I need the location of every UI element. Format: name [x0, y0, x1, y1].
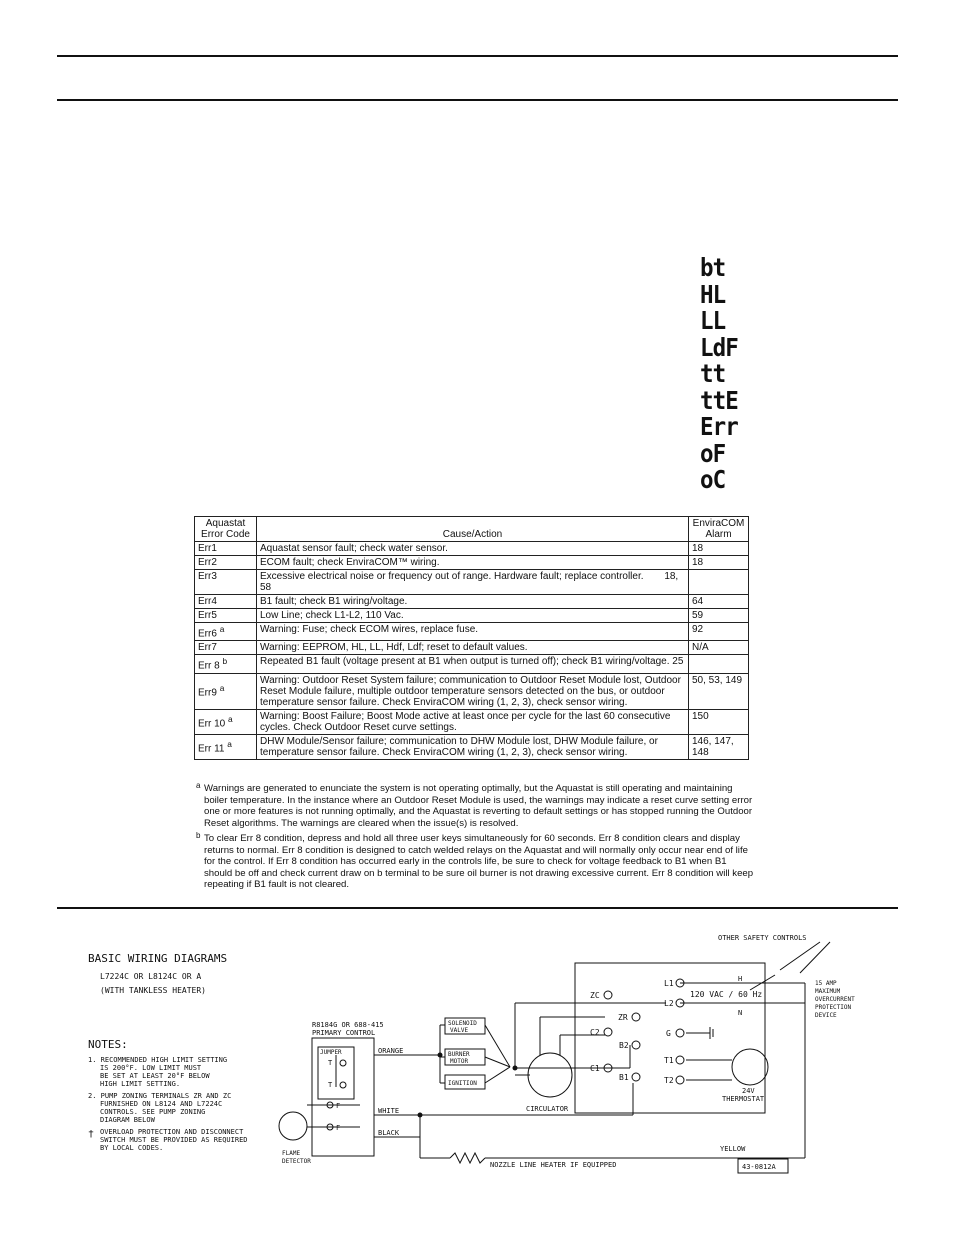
error-code-cell: Err6 $^a$: [195, 623, 257, 641]
dagger-mark: †: [88, 1129, 95, 1140]
note-line: SWITCH MUST BE PROVIDED AS REQUIRED: [100, 1136, 248, 1144]
terminal-label: C2: [590, 1028, 600, 1037]
terminal-label: B1: [619, 1073, 629, 1082]
alarm-cell: [689, 570, 749, 595]
cause-cell: Aquastat sensor fault; check water sensor.: [257, 542, 689, 556]
error-code-table: [194, 516, 749, 760]
display-code: LL: [700, 306, 726, 335]
table-row: [195, 595, 749, 609]
terminal-label: ZR: [618, 1013, 628, 1022]
note-line: HIGH LIMIT SETTING.: [100, 1080, 181, 1088]
neutral-label: N: [738, 1009, 743, 1017]
error-code-cell: Err 10 $^a$: [195, 709, 257, 734]
terminal-label: C1: [590, 1064, 600, 1073]
footnote-b-text: To clear Err 8 condition, depress and hold all three user keys simultaneously for 60 seconds. Err 8 condition clears and display returns to normal. Err 8 condition is designed to catch welded relays on the Aquastat and will normally only occur near end of life for the control. If Err 8 condition has occurred early in the controls life, be sure to check for voltage feedback to B1 when B1 should be off and check current draw on b terminal to be sure oil burner is not drawing excessive current. Err 8 condition will keep repeating if B1 fault is not cleared.: [204, 833, 754, 890]
header-error-code: Aquastat Error Code: [195, 517, 257, 542]
cause-cell: Repeated B1 fault (voltage present at B1 when output is turned off); check B1 wiring/voltage. 25: [257, 655, 689, 673]
display-code: tt: [700, 359, 726, 388]
cause-cell: DHW Module/Sensor failure; communication to DHW Module lost, DHW Module failure, or temperature sensor failure. Check EnviraCOM wiring (1, 2, 3), check sensor wiring.: [257, 734, 689, 759]
note-line: CONTROLS. SEE PUMP ZONING: [100, 1108, 206, 1116]
error-code-cell: Err3: [195, 570, 257, 595]
table-row: [195, 609, 749, 623]
wiring-diagram: [60, 915, 900, 1185]
note-line: BY LOCAL CODES.: [100, 1144, 164, 1152]
terminal-label: T1: [664, 1056, 674, 1065]
terminal-label: F: [336, 1102, 341, 1110]
display-code: bt: [700, 253, 726, 282]
thermostat-label: 24V: [742, 1087, 755, 1095]
overcurrent-label: 15 AMP: [815, 980, 837, 987]
figure-id: 43-0812A: [742, 1163, 776, 1171]
table-row: [195, 623, 749, 641]
footnote-b: [196, 833, 756, 891]
overcurrent-label: PROTECTION: [815, 1004, 852, 1011]
alarm-cell: [689, 655, 749, 673]
terminal-label: T: [328, 1059, 333, 1067]
section-rule: [57, 907, 898, 909]
flame-detector-label: FLAME: [282, 1150, 301, 1157]
terminal-label: T2: [664, 1076, 674, 1085]
note-line: BE SET AT LEAST 20°F BELOW: [100, 1072, 210, 1080]
table-header-row: [195, 517, 749, 542]
overcurrent-label: DEVICE: [815, 1012, 837, 1019]
diagram-subtitle: L7224C OR L8124C OR A: [100, 972, 202, 981]
display-code: Err: [700, 412, 738, 441]
header-cause-action: Cause/Action: [257, 517, 689, 542]
voltage-label: 120 VAC / 60 Hz: [690, 990, 763, 999]
error-code-cell: Err 11 $^a$: [195, 734, 257, 759]
alarm-cell: 92: [689, 623, 749, 641]
table-row: [195, 709, 749, 734]
footnote-a: [196, 783, 756, 829]
error-code-cell: Err5: [195, 609, 257, 623]
footnote-a-mark: a: [196, 781, 201, 790]
display-code: oC: [700, 465, 726, 494]
header-rule: [57, 99, 898, 101]
cause-cell: Warning: Outdoor Reset System failure; communication to Outdoor Reset Module lost, Outdoor Reset Module failure, multiple outdoor temperature sensors detected on the bus, or outdoor temperature sensor failure. Check EnviraCOM wiring (1, 2, 3), check sensor wiring.: [257, 673, 689, 709]
primary-control-label: R8184G OR 688-415: [312, 1021, 384, 1029]
note-line: OVERLOAD PROTECTION AND DISCONNECT: [100, 1128, 244, 1136]
note-line: FURNISHED ON L8124 AND L7224C: [100, 1100, 223, 1108]
burner-label: MOTOR: [450, 1058, 469, 1065]
display-code: oF: [700, 438, 726, 468]
footnote-b-mark: b: [196, 831, 201, 840]
alarm-inline: 25: [672, 656, 684, 668]
alarm-inline: 18, 58: [260, 571, 679, 593]
other-safety-label: OTHER SAFETY CONTROLS: [718, 934, 807, 942]
display-code: LdF: [700, 332, 738, 362]
nozzle-heater-label: NOZZLE LINE HEATER IF EQUIPPED: [490, 1161, 617, 1169]
error-code-cell: Err1: [195, 542, 257, 556]
error-code-cell: Err4: [195, 595, 257, 609]
hot-label: H: [738, 975, 743, 983]
thermostat-label: THERMOSTAT: [722, 1095, 765, 1103]
error-code-cell: Err2: [195, 556, 257, 570]
table-row: [195, 542, 749, 556]
alarm-cell: N/A: [689, 641, 749, 655]
cause-cell: B1 fault; check B1 wiring/voltage.: [257, 595, 689, 609]
table-row: [195, 673, 749, 709]
cause-cell: Warning: Boost Failure; Boost Mode active at least once per cycle for the last 60 consecutive cycles. Check Outdoor Reset curve settings.: [257, 709, 689, 734]
circulator-label: CIRCULATOR: [526, 1105, 569, 1113]
display-codes-list: [700, 255, 763, 494]
error-code-cell: Err7: [195, 641, 257, 655]
wire-label: WHITE: [378, 1107, 400, 1115]
terminal-label: B2: [619, 1041, 629, 1050]
cause-cell: Warning: EEPROM, HL, LL, Hdf, Ldf; reset to default values.: [257, 641, 689, 655]
alarm-cell: 150: [689, 709, 749, 734]
solenoid-label: SOLENOID: [448, 1020, 477, 1027]
alarm-cell: 59: [689, 609, 749, 623]
note-line: DIAGRAM BELOW: [100, 1116, 155, 1124]
note-line: 2. PUMP ZONING TERMINALS ZR AND ZC: [88, 1092, 232, 1100]
terminal-label: ZC: [590, 991, 600, 1000]
table-row: [195, 641, 749, 655]
terminal-label: T: [328, 1081, 333, 1089]
wire-label: YELLOW: [720, 1145, 746, 1153]
alarm-cell: 18: [689, 556, 749, 570]
diagram-title: BASIC WIRING DIAGRAMS: [88, 952, 228, 965]
cause-cell: Warning: Fuse; check ECOM wires, replace fuse.: [257, 623, 689, 641]
ignition-label: IGNITION: [448, 1080, 477, 1087]
solenoid-label: VALVE: [450, 1027, 469, 1034]
footnote-mark: b: [222, 656, 228, 667]
footnote-mark: a: [219, 624, 225, 634]
terminal-label: L2: [664, 999, 674, 1008]
footnote-mark: a: [228, 713, 233, 724]
note-line: IS 200°F. LOW LIMIT MUST: [100, 1064, 202, 1072]
cause-cell: Low Line; check L1-L2, 110 Vac.: [257, 609, 689, 623]
alarm-cell: 146, 147, 148: [689, 734, 749, 759]
table-row: [195, 556, 749, 570]
cause-cell: ECOM fault; check EnviraCOM™ wiring.: [257, 556, 689, 570]
alarm-cell: 64: [689, 595, 749, 609]
overcurrent-label: OVERCURRENT: [815, 996, 855, 1003]
table-row: [195, 734, 749, 759]
primary-control-label: PRIMARY CONTROL: [312, 1029, 376, 1037]
flame-detector-symbol: [279, 1112, 307, 1140]
error-code-cell: Err9 $^a$: [195, 673, 257, 709]
burner-label: BURNER: [448, 1051, 470, 1058]
wire-label: ORANGE: [378, 1047, 404, 1055]
terminal-label: L1: [664, 979, 674, 988]
overcurrent-label: MAXIMUM: [815, 988, 841, 995]
table-row: [195, 655, 749, 673]
circulator-symbol: [528, 1053, 572, 1097]
flame-detector-label: DETECTOR: [282, 1158, 311, 1165]
header-enviracom-alarm: EnviraCOM Alarm: [689, 517, 749, 542]
error-code-cell: Err 8 $^b$: [195, 655, 257, 673]
footnote-mark: a: [219, 683, 225, 694]
note-line: 1. RECOMMENDED HIGH LIMIT SETTING: [88, 1056, 228, 1064]
top-rule: [57, 55, 898, 57]
jumper-label: JUMPER: [320, 1049, 342, 1056]
footnote-a-text: Warnings are generated to enunciate the system is not operating optimally, but the Aquastat is still operating and maintaining boiler temperature. In the instance where an Outdoor Reset Module is used, the warnings may indicate a reset curve setting error one or more features is not running optimally, and the Aquastat is reverting to default settings or has stopped running the Outdoor Reset algorithms. The warnings are cleared when the issue(s) is resolved.: [204, 783, 753, 829]
alarm-cell: 50, 53, 149: [689, 673, 749, 709]
terminal-label: F: [336, 1124, 341, 1132]
display-code: ttE: [700, 385, 738, 415]
terminal-label: G: [666, 1029, 671, 1038]
diagram-subtitle: (WITH TANKLESS HEATER): [100, 986, 206, 995]
table-row: [195, 570, 749, 595]
footnote-mark: a: [227, 738, 232, 749]
wire-label: BLACK: [378, 1129, 400, 1137]
notes-title: NOTES:: [88, 1038, 128, 1051]
alarm-cell: 18: [689, 542, 749, 556]
thermostat-symbol: [732, 1049, 768, 1085]
cause-cell: Excessive electrical noise or frequency out of range. Hardware fault; replace controller. 18, 58: [257, 570, 689, 595]
display-code: HL: [700, 279, 726, 309]
